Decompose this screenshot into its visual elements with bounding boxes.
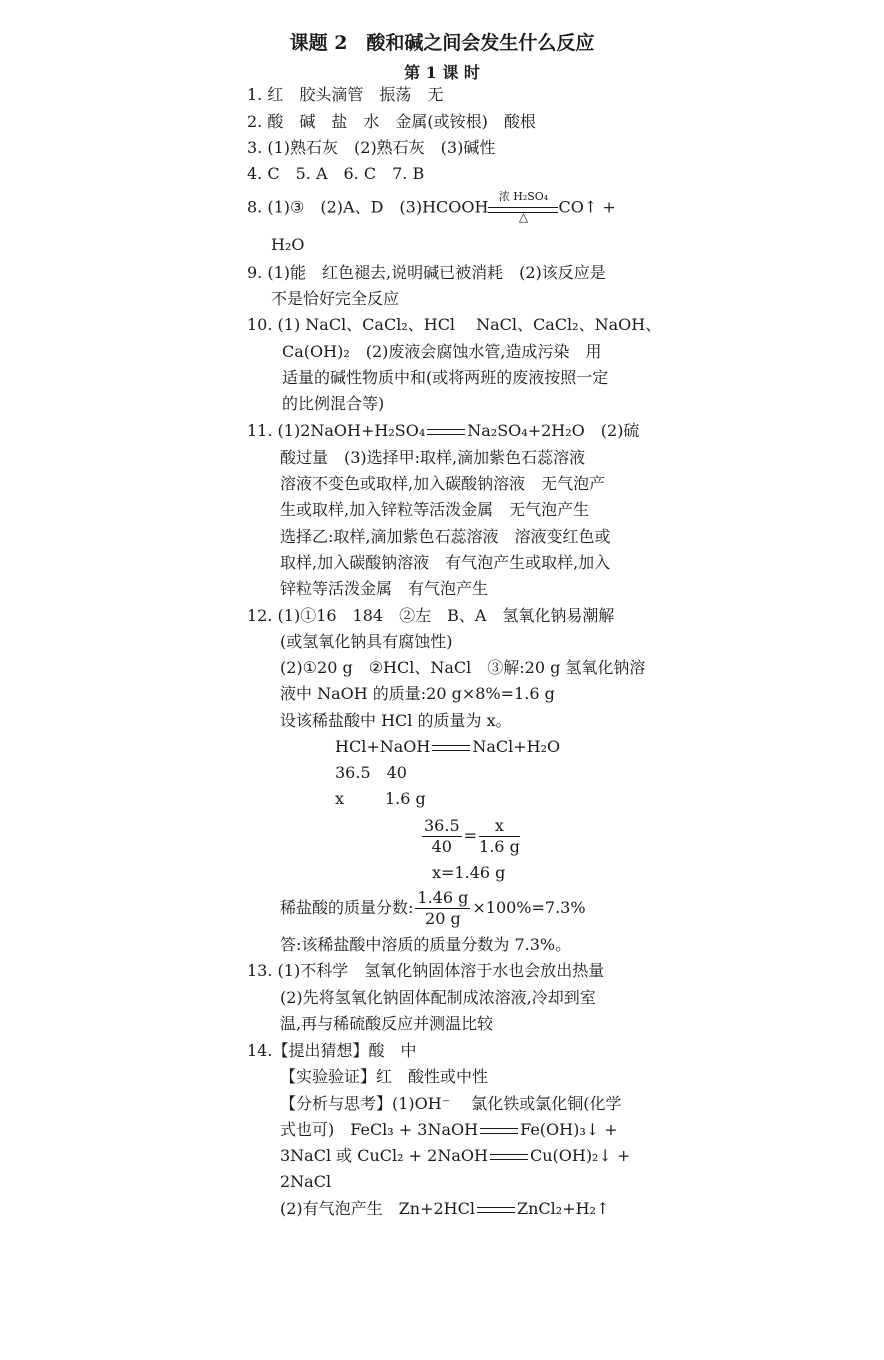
answer-13c: 温,再与稀硫酸反应并测温比较 xyxy=(280,1014,494,1033)
answer-10c: 适量的碱性物质中和(或将两班的废液按照一定 xyxy=(282,368,609,387)
answer-8-part2: CO↑ + xyxy=(558,197,616,217)
fraction xyxy=(415,888,470,929)
answer-14f: 2NaCl xyxy=(280,1172,332,1191)
answer-1: 1. 红 胶头滴管 振荡 无 xyxy=(247,85,444,104)
numerator: 1.46 g xyxy=(417,888,469,907)
equals-sign xyxy=(477,1207,515,1213)
answer-14e xyxy=(280,1145,630,1167)
answer-14d xyxy=(280,1119,618,1141)
answer-11e: 选择乙:取样,滴加紫色石蕊溶液 溶液变红色或 xyxy=(280,527,611,546)
condition-heat: △ xyxy=(518,210,529,224)
answer-14a: 14.【提出猜想】酸 中 xyxy=(247,1041,417,1060)
answer-4-7: 4. C 5. A 6. C 7. B xyxy=(247,164,425,183)
answer-8 xyxy=(247,192,616,224)
answer-12a: 12. (1)①16 184 ②左 B、A 氢氧化钠易潮解 xyxy=(247,606,615,625)
equation-right: Na₂SO₄+2H₂O (2)硫 xyxy=(467,421,640,440)
answer-14c: 【分析与思考】(1)OH⁻ 氯化铁或氯化铜(化学 xyxy=(280,1094,622,1113)
molar-mass-row: 36.5 40 xyxy=(335,763,407,782)
x-result: x=1.46 g xyxy=(432,863,506,882)
denominator: 40 xyxy=(431,837,452,856)
numerator: 36.5 xyxy=(424,816,460,835)
answer-11d: 生或取样,加入锌粒等活泼金属 无气泡产生 xyxy=(280,500,590,519)
answer-11a xyxy=(247,420,639,442)
numerator: x xyxy=(479,816,520,837)
page-title: 课题 2 酸和碱之间会发生什么反应 xyxy=(289,32,595,54)
answer-8-part1: 8. (1)③ (2)A、D (3)HCOOH xyxy=(247,197,489,217)
condition-catalyst: 浓 H₂SO₄ xyxy=(498,190,549,203)
equation-left: HCl+NaOH xyxy=(335,737,431,756)
answer-9a: 9. (1)能 红色褪去,说明碱已被消耗 (2)该反应是 xyxy=(247,263,606,282)
answer-12c: (2)①20 g ②HCl、NaCl ③解:20 g 氢氧化钠溶 xyxy=(280,658,646,677)
page-subtitle: 第 1 课 时 xyxy=(404,63,480,82)
answer-12-conclusion: 答:该稀盐酸中溶质的质量分数为 7.3%。 xyxy=(280,935,572,954)
denominator: 1.6 g xyxy=(479,837,520,856)
answer-8-cont: H₂O xyxy=(271,235,305,254)
answer-10b: Ca(OH)₂ (2)废液会腐蚀水管,造成污染 用 xyxy=(282,342,602,361)
equation-left: 11. (1)2NaOH+H₂SO₄ xyxy=(247,421,426,440)
proportion-equation: $\frac{36.5}{40}$ = $\frac{x}{1.6 g}$ xyxy=(424,816,520,856)
answer-11f: 取样,加入碳酸钠溶液 有气泡产生或取样,加入 xyxy=(280,553,611,572)
answer-14g xyxy=(280,1198,609,1220)
answer-11g: 锌粒等活泼金属 有气泡产生 xyxy=(280,579,489,598)
answer-2: 2. 酸 碱 盐 水 金属(或铵根) 酸根 xyxy=(247,112,536,131)
equation-left: 3NaCl 或 CuCl₂ + 2NaOH xyxy=(280,1146,488,1165)
equals-sign xyxy=(432,745,470,751)
equation-right: Cu(OH)₂↓ + xyxy=(529,1146,631,1165)
answer-9b: 不是恰好完全反应 xyxy=(271,289,400,308)
equals-sign xyxy=(490,1154,528,1160)
equation-left: 式也可) FeCl₃ + 3NaOH xyxy=(280,1120,479,1139)
mass-row-naoh: 1.6 g xyxy=(385,789,426,808)
reaction-condition xyxy=(488,192,558,224)
equation-left: (2)有气泡产生 Zn+2HCl xyxy=(280,1199,475,1218)
answer-11b: 酸过量 (3)选择甲:取样,滴加紫色石蕊溶液 xyxy=(280,448,586,467)
fraction-right xyxy=(479,816,520,857)
answer-13b: (2)先将氢氧化钠固体配制成浓溶液,冷却到室 xyxy=(280,988,596,1007)
answer-14b: 【实验验证】红 酸性或中性 xyxy=(280,1067,489,1086)
answer-10d: 的比例混合等) xyxy=(282,394,385,413)
answer-13a: 13. (1)不科学 氢氧化钠固体溶于水也会放出热量 xyxy=(247,961,605,980)
equation-right: NaCl+H₂O xyxy=(472,737,561,756)
answer-3: 3. (1)熟石灰 (2)熟石灰 (3)碱性 xyxy=(247,138,496,157)
mass-row-x: x xyxy=(335,789,345,808)
equation-hcl-naoh xyxy=(335,736,560,758)
answer-11c: 溶液不变色或取样,加入碳酸钠溶液 无气泡产 xyxy=(280,474,606,493)
equation-right: Fe(OH)₃↓ + xyxy=(520,1120,618,1139)
answer-12e: 设该稀盐酸中 HCl 的质量为 x。 xyxy=(280,711,512,730)
fraction-left xyxy=(422,816,462,857)
denominator: 20 g xyxy=(425,909,461,928)
calc-result: ×100%=7.3% xyxy=(472,898,586,917)
answer-10a: 10. (1) NaCl、CaCl₂、HCl NaCl、CaCl₂、NaOH、 xyxy=(247,315,662,334)
equation-right: ZnCl₂+H₂↑ xyxy=(517,1199,610,1218)
answer-12b: (或氢氧化钠具有腐蚀性) xyxy=(280,632,453,651)
mass-fraction-calc xyxy=(280,888,586,929)
answer-12d: 液中 NaOH 的质量:20 g×8%=1.6 g xyxy=(280,684,555,703)
calc-label: 稀盐酸的质量分数: xyxy=(280,898,414,917)
equals-sign xyxy=(480,1128,518,1134)
equals-sign xyxy=(427,429,465,435)
